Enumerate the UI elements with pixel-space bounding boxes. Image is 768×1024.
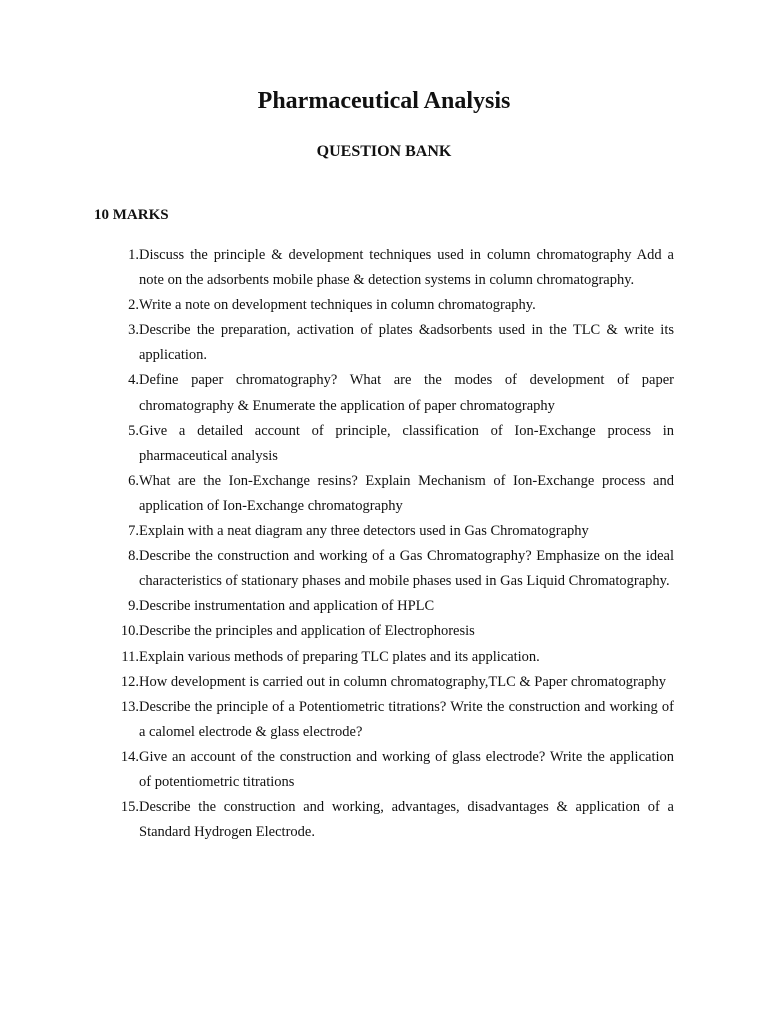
question-text: What are the Ion-Exchange resins? Explain Mechanism of Ion-Exchange process and application of Ion-Exchange chromatography	[139, 472, 674, 514]
question-item	[94, 469, 674, 519]
question-number: 4.	[128, 372, 139, 389]
question-item	[94, 544, 674, 594]
question-number: 3.	[128, 322, 139, 339]
question-item	[94, 243, 674, 293]
question-item	[94, 695, 674, 745]
question-text: Give a detailed account of principle, classification of Ion-Exchange process in pharmaceutical analysis	[139, 422, 674, 464]
question-item	[94, 519, 674, 544]
question-number: 14.	[120, 748, 139, 765]
question-number: 13.	[120, 698, 139, 715]
question-text: Define paper chromatography? What are the modes of development of paper chromatography & Enumerate the application of paper chromatography	[139, 372, 674, 414]
question-item	[94, 619, 674, 644]
question-text: Describe the construction and working of a Gas Chromatography? Emphasize on the ideal characteristics of stationary phases and mobile phases used in Gas Liquid Chromatography.	[139, 548, 674, 590]
question-number: 12.	[120, 673, 139, 690]
question-text: Write a note on development techniques in column chromatography.	[139, 297, 536, 314]
question-text: How development is carried out in column chromatography,TLC & Paper chromatography	[139, 673, 666, 690]
question-number: 8.	[128, 548, 139, 565]
question-number: 10.	[120, 623, 139, 640]
question-number: 2.	[128, 297, 139, 314]
question-item	[94, 594, 674, 619]
question-number: 6.	[128, 472, 139, 489]
question-item	[94, 670, 674, 695]
question-item	[94, 795, 674, 845]
question-list	[94, 243, 674, 845]
question-text: Describe the preparation, activation of plates &adsorbents used in the TLC & write its application.	[139, 322, 674, 364]
question-item	[94, 318, 674, 368]
question-text: Describe the principles and application of Electrophoresis	[139, 623, 475, 640]
question-text: Describe the principle of a Potentiometric titrations? Write the construction and working of a calomel electrode & glass electrode?	[139, 698, 674, 740]
question-number: 1.	[128, 247, 139, 263]
question-text: Explain with a neat diagram any three detectors used in Gas Chromatography	[139, 523, 589, 540]
question-item	[94, 745, 674, 795]
page-subtitle: QUESTION BANK	[316, 143, 452, 160]
question-text: Give an account of the construction and working of glass electrode? Write the application of potentiometric titrations	[139, 748, 674, 790]
question-text: Describe the construction and working, advantages, disadvantages & application of a Standard Hydrogen Electrode.	[139, 799, 674, 841]
question-number: 7.	[128, 523, 139, 540]
question-number: 11.	[121, 648, 139, 665]
question-item	[94, 419, 674, 469]
question-item	[94, 293, 674, 318]
question-item	[94, 368, 674, 418]
question-number: 5.	[128, 422, 139, 439]
question-number: 9.	[128, 598, 139, 615]
question-number: 15.	[120, 799, 139, 816]
page-title: Pharmaceutical Analysis	[257, 88, 511, 114]
question-item	[94, 645, 674, 670]
question-text: Explain various methods of preparing TLC plates and its application.	[139, 648, 540, 665]
question-text: Discuss the principle & development techniques used in column chromatography Add a note on the adsorbents mobile phase & detection systems in column chromatography.	[139, 247, 674, 289]
question-text: Describe instrumentation and application of HPLC	[139, 598, 435, 615]
section-heading: 10 MARKS	[94, 207, 169, 223]
